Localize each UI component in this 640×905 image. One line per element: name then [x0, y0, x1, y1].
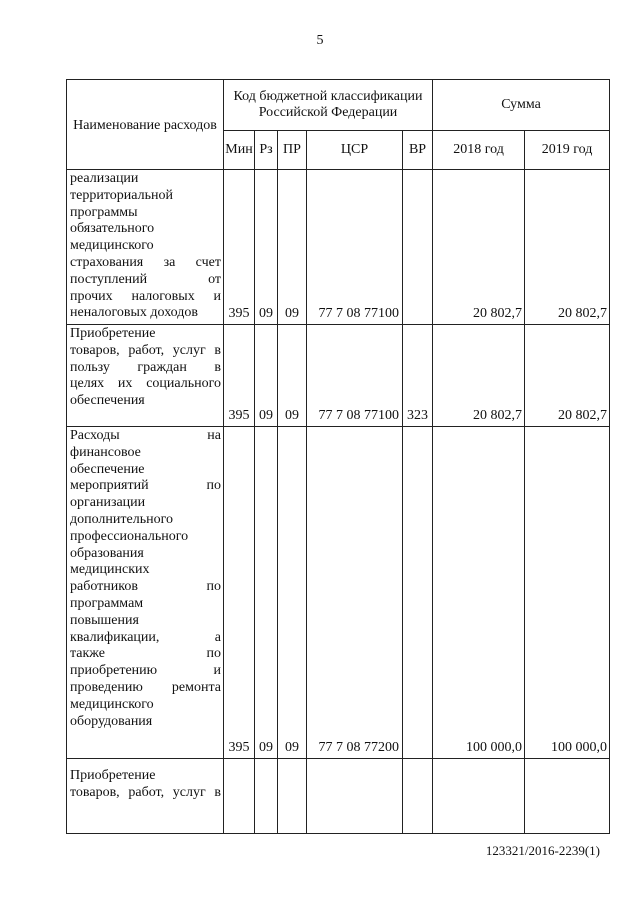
header-2019: 2019 год	[525, 131, 610, 170]
cell-2018: 20 802,7	[433, 325, 525, 427]
header-sum-group: Сумма	[433, 80, 610, 131]
cell-2019: 20 802,7	[525, 325, 610, 427]
cell-min: 395	[224, 427, 255, 759]
cell-rz: 09	[255, 170, 278, 325]
cell-csr: 77 7 08 77100	[307, 170, 403, 325]
cell-2018: 20 802,7	[433, 170, 525, 325]
header-rz: Рз	[255, 131, 278, 170]
header-code-group: Код бюджетной классификации Российской Федерации	[224, 80, 433, 131]
header-csr: ЦСР	[307, 131, 403, 170]
budget-table	[66, 79, 610, 834]
header-pr: ПР	[278, 131, 307, 170]
cell-csr: 77 7 08 77200	[307, 427, 403, 759]
cell-pr: 09	[278, 325, 307, 427]
cell-2018	[433, 759, 525, 834]
cell-2018: 100 000,0	[433, 427, 525, 759]
cell-pr: 09	[278, 170, 307, 325]
table-row	[67, 170, 610, 325]
row-name: реализации территориальной программы обязательного медицинского страхования за счет поступлений от прочих налоговых и неналоговых доходов	[67, 170, 224, 325]
cell-2019: 20 802,7	[525, 170, 610, 325]
table-header	[67, 80, 610, 170]
row-name: Приобретение товаров, работ, услуг в пользу граждан в целях их социального обеспечения	[67, 325, 224, 427]
cell-pr	[278, 759, 307, 834]
row-name: Приобретение товаров, работ, услуг в	[67, 759, 224, 834]
cell-rz	[255, 759, 278, 834]
header-vr: ВР	[403, 131, 433, 170]
cell-csr	[307, 759, 403, 834]
header-min: Мин	[224, 131, 255, 170]
page-number: 5	[316, 33, 324, 48]
cell-pr: 09	[278, 427, 307, 759]
cell-min	[224, 759, 255, 834]
table-row	[67, 759, 610, 834]
table-row	[67, 427, 610, 759]
cell-csr: 77 7 08 77100	[307, 325, 403, 427]
cell-rz: 09	[255, 325, 278, 427]
row-name: Расходы на финансовое обеспечение мероприятий по организации дополнительного профессионального образования медицинских работников по программам повышения квалификации, а также по приобретению и проведению ремонта медицинского оборудования	[67, 427, 224, 759]
cell-vr	[403, 170, 433, 325]
cell-rz: 09	[255, 427, 278, 759]
cell-vr	[403, 759, 433, 834]
cell-2019: 100 000,0	[525, 427, 610, 759]
cell-vr: 323	[403, 325, 433, 427]
table-row	[67, 325, 610, 427]
header-name: Наименование расходов	[67, 80, 224, 170]
cell-2019	[525, 759, 610, 834]
cell-vr	[403, 427, 433, 759]
document-number: 123321/2016-2239(1)	[485, 843, 600, 858]
cell-min: 395	[224, 325, 255, 427]
cell-min: 395	[224, 170, 255, 325]
header-2018: 2018 год	[433, 131, 525, 170]
